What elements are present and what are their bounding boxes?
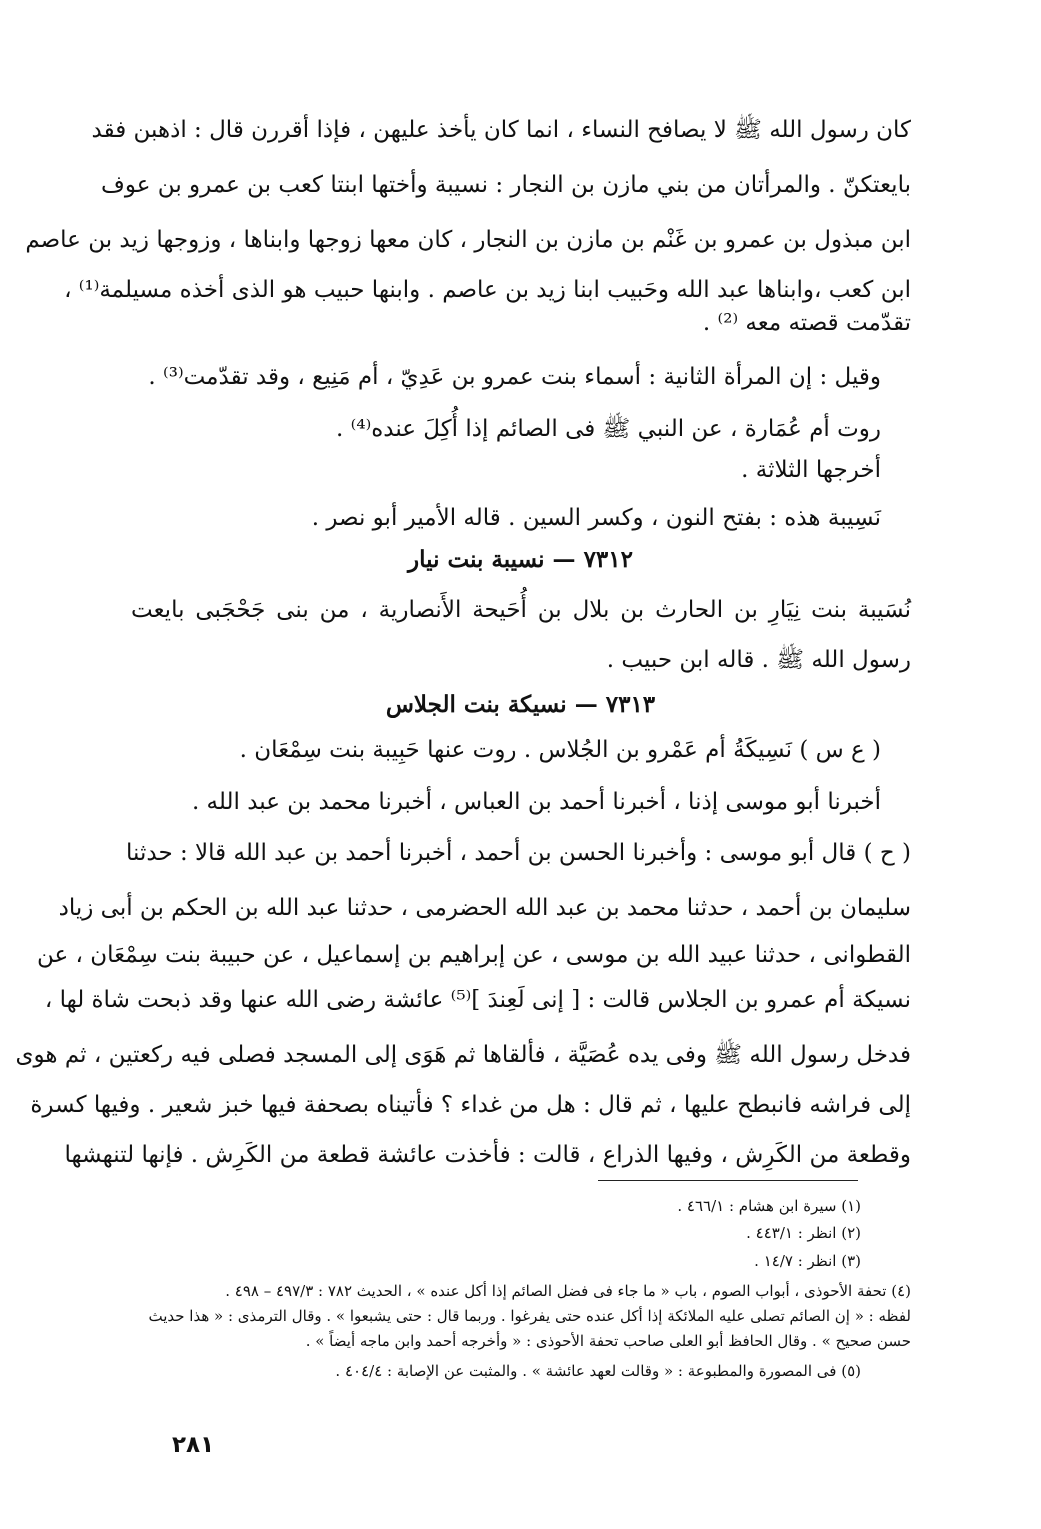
entry-heading: ٧٣١٣ — نسيكة بنت الجلاس [385, 691, 656, 718]
body-line: القطوانى ، حدثنا عبيد الله بن موسى ، عن إبراهيم بن إسماعيل ، عن حبيبة بنت سِمْعَان ، عن [36, 942, 911, 968]
body-line: ابن مبذول بن عمرو بن غَنْم بن مازن بن النجار ، كان معها زوجها وابناها ، وزوجها زيد بن عاصم [25, 227, 911, 253]
body-line: ( ح ) قال أبو موسى : وأخبرنا الحسن بن أحمد ، أخبرنا أحمد بن عبد الله قالا : حدثنا [126, 840, 911, 866]
body-line: أخبرنا أبو موسى إذنا ، أخبرنا أحمد بن العباس ، أخبرنا محمد بن عبد الله . [191, 789, 881, 815]
body-line: ابن كعب ،وابناها عبد الله وحَبيب ابنا زيد بن عاصم . وابنها حبيب هو الذى أخذه مسيلمة⁽¹⁾ ، [64, 277, 911, 303]
footnote: حسن صحيح » . وقال الحافظ أبو العلى صاحب تحفة الأحوذى : « وأخرجه أحمد وابن ماجه أيضاً » . [305, 1332, 911, 1350]
footnote-separator [598, 1180, 858, 1181]
body-line: تقدّمت قصته معه ⁽²⁾ . [702, 310, 911, 336]
footnote: (٤) تحفة الأحوذى ، أبواب الصوم ، باب « ما جاء فى فضل الصائم إذا أكل عنده » ، الحديث ٧٨٢ : ٤٩٧/٣ – ٤٩٨ . [225, 1282, 911, 1300]
footnote: (٣) انظر : ١٤/٧ . [754, 1252, 861, 1270]
body-line: وقطعة من الكَرِش ، وفيها الذراع ، قالت : فأخذت عائشة قطعة من الكَرِش . فإنها لتنهشها [64, 1142, 911, 1168]
body-line: نَسِيبة هذه : بفتح النون ، وكسر السين . قاله الأمير أبو نصر . [311, 505, 881, 531]
body-line: رسول الله ﷺ . قاله ابن حبيب . [606, 647, 911, 673]
footnote: (٥) فى المصورة والمطبوعة : « وقالت لعهد عائشة » . والمثبت عن الإصابة : ٤٠٤/٤ . [335, 1362, 861, 1380]
body-line: إلى فراشه فانبطح عليها ، ثم قال : هل من غداء ؟ فأتيناه بصحفة فيها خبز شعير . وفيها كسرة [30, 1092, 911, 1118]
body-line: أخرجها الثلاثة . [741, 457, 881, 483]
body-line: نُسَيبة بنت نِيَارِ بن الحارث بن بلال بن أُحَيحة الأَنصارية ، من بنى جَحْجَبى بايعت [131, 597, 911, 623]
body-line: روت أم عُمَارة ، عن النبي ﷺ فى الصائم إذا أُكِلَ عنده⁽⁴⁾ . [336, 416, 881, 442]
footnote: (١) سيرة ابن هشام : ٤٦٦/١ . [677, 1197, 861, 1215]
footnote: لفظه : « إن الصائم تصلى عليه الملائكة إذا أكل عنده حتى يفرغوا . وربما قال : حتى يشبعوا » . وقال الترمذى : « هذا حديث [148, 1307, 911, 1325]
body-line: بايعتكنّ . والمرأتان من بني مازن بن النجار : نسيبة وأختها ابنتا كعب بن عمرو بن عوف [101, 172, 911, 198]
body-line: نسيكة أم عمرو بن الجلاس قالت : [ إنى لَعِندَ ]⁽⁵⁾ عائشة رضى الله عنها وقد ذبحت شاة لها ، [44, 987, 911, 1013]
body-line: سليمان بن أحمد ، حدثنا محمد بن عبد الله الحضرمى ، حدثنا عبد الله بن الحكم بن أبى زياد [58, 895, 911, 921]
entry-heading: ٧٣١٢ — نسيبة بنت نيار [408, 546, 633, 573]
body-line: كان رسول الله ﷺ لا يصافح النساء ، انما كان يأخذ عليهن ، فإذا أقررن قال : اذهبن فقد [91, 117, 911, 143]
body-line: وقيل : إن المرأة الثانية : أسماء بنت عمرو بن عَدِيّ ، أم مَنِيع ، وقد تقدّمت⁽³⁾ . [148, 364, 881, 390]
footnote: (٢) انظر : ٤٤٣/١ . [746, 1224, 861, 1242]
body-line: فدخل رسول الله ﷺ وفى يده عُصَيَّة ، فألقاها ثم هَوَى إلى المسجد فصلى فيه ركعتين ، ثم هوى [15, 1042, 911, 1068]
body-line: ( ع س ) نَسِيكَةُ أم عَمْرو بن الجُلاس . روت عنها حَبِيبة بنت سِمْعَان . [239, 737, 881, 763]
page-number: ٢٨١ [172, 1432, 215, 1458]
